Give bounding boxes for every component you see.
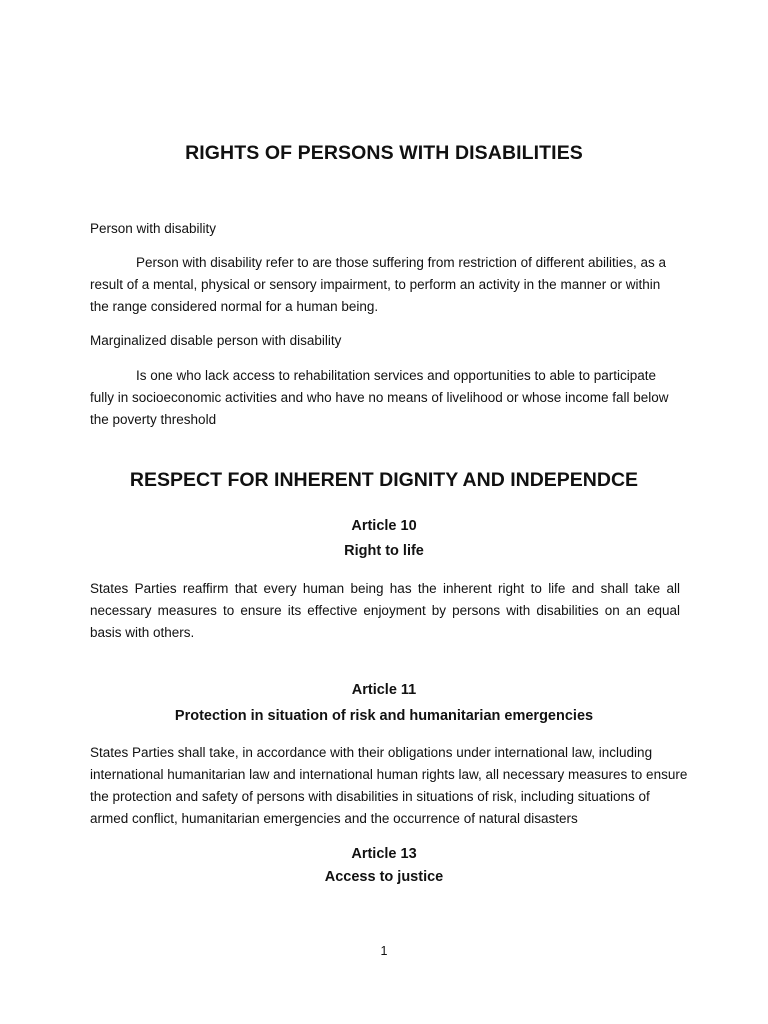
section-label-person-with-disability: Person with disability — [90, 221, 217, 236]
document-title: RIGHTS OF PERSONS WITH DISABILITIES — [185, 142, 583, 164]
section-heading-dignity: RESPECT FOR INHERENT DIGNITY AND INDEPENDCE — [129, 469, 639, 491]
paragraph-person-with-disability — [90, 252, 680, 318]
paragraph-text: Person with disability refer to are those suffering from restriction of different abilities, as a result of a mental, physical or sensory impairment, to perform an activity in the manner or within the range considered normal for a human being. — [90, 255, 667, 314]
article-body: States Parties shall take, in accordance with their obligations under international law, including international humanitarian law and international human rights law, all necessary measures to ensure the protection and safety of persons with disabilities in situations of risk, including situations of armed conflict, humanitarian emergencies and the occurrence of natural disasters — [90, 745, 688, 826]
article-body: States Parties reaffirm that every human being has the inherent right to life and shall take all necessary measures to ensure its effective enjoyment by persons with disabilities on an equal basis with others. — [90, 581, 680, 640]
paragraph-marginalized — [90, 365, 680, 431]
article-number: Article 10 — [351, 518, 417, 534]
article-title: Access to justice — [324, 869, 444, 885]
article-number: Article 11 — [351, 682, 417, 698]
section-label-marginalized: Marginalized disable person with disability — [90, 333, 342, 348]
page-number: 1 — [380, 944, 388, 958]
article-number: Article 13 — [351, 846, 417, 862]
article-title: Right to life — [344, 543, 424, 559]
article-title: Protection in situation of risk and humanitarian emergencies — [174, 708, 594, 724]
paragraph-text: Is one who lack access to rehabilitation services and opportunities to able to participate fully in socioeconomic activities and who have no means of livelihood or whose income fall below the poverty threshold — [90, 368, 669, 427]
